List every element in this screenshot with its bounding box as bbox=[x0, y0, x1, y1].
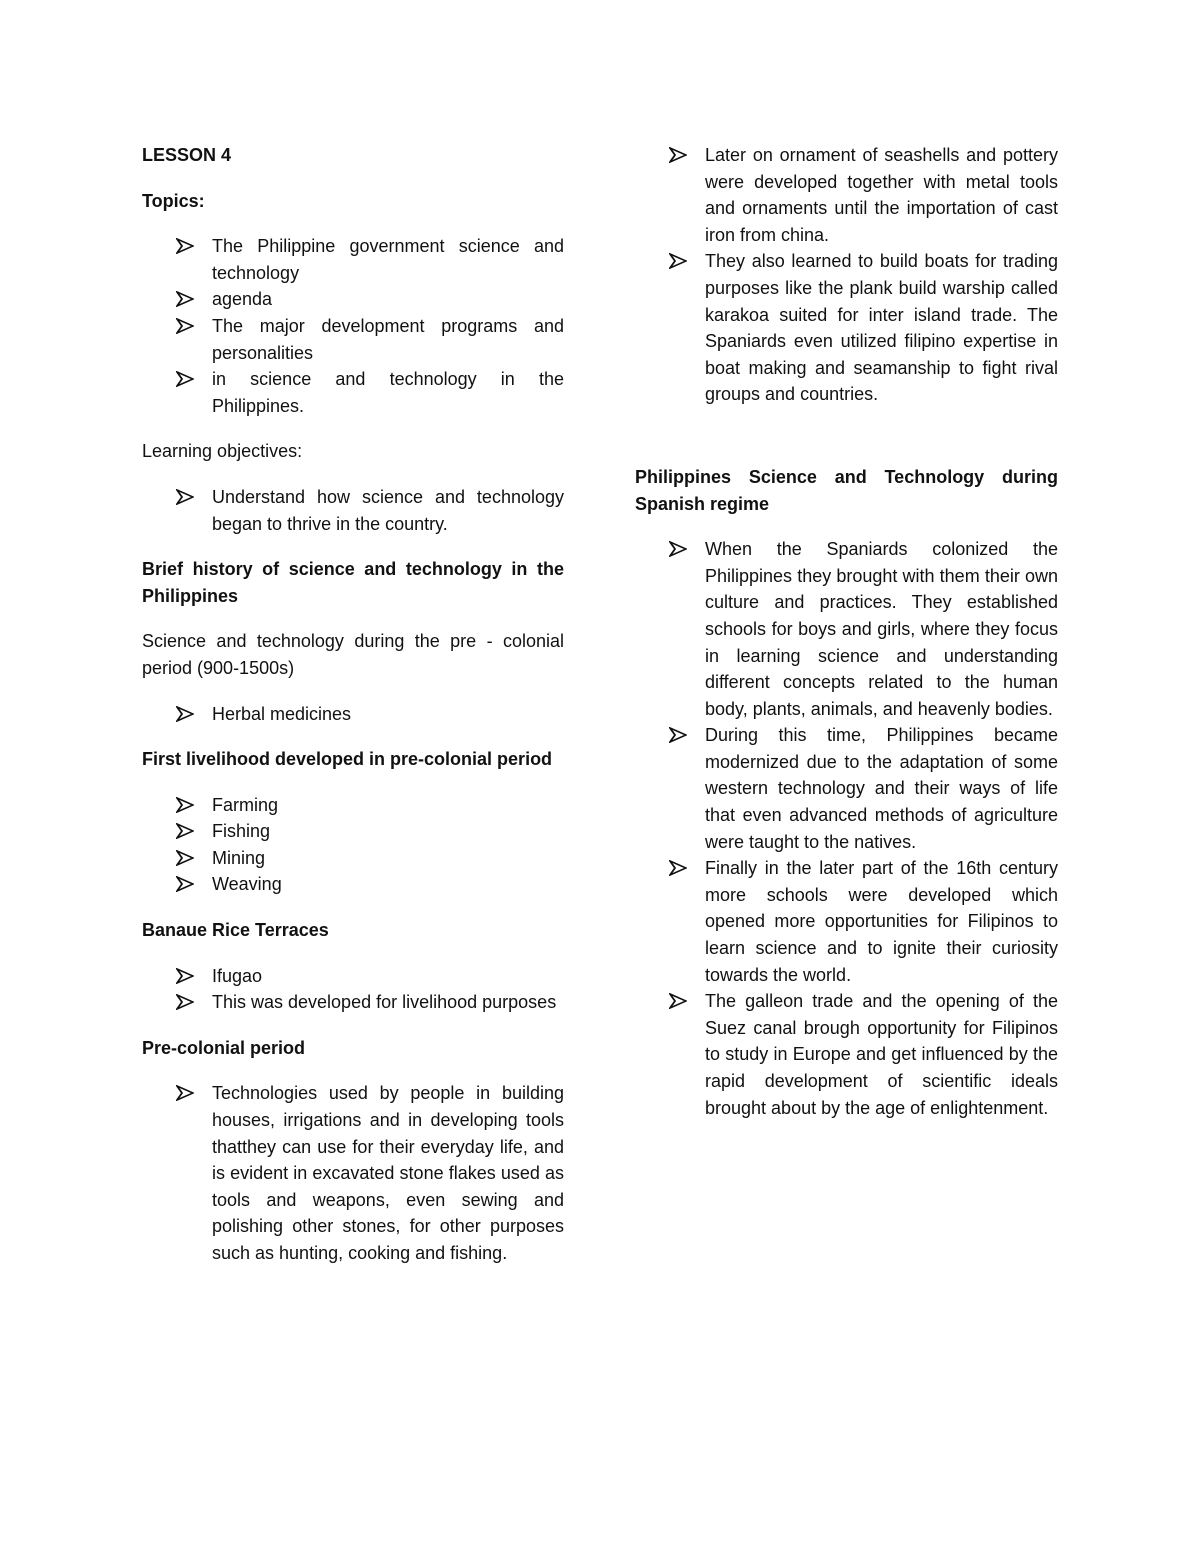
arrow-bullet-icon bbox=[669, 248, 687, 274]
arrow-bullet-icon bbox=[669, 536, 687, 562]
arrow-bullet-icon bbox=[176, 366, 194, 392]
list-item: The major development programs and personalities bbox=[142, 313, 564, 366]
right-column bbox=[635, 142, 1058, 1140]
list-item: Technologies used by people in building houses, irrigations and in developing tools thatthey can use for their everyday life, and is evident in excavated stone flakes used as tools and weapons, even sewing and polishing other stones, for other purposes such as hunting, cooking and fishing. bbox=[142, 1080, 564, 1266]
spacer bbox=[635, 427, 1058, 464]
arrow-bullet-icon bbox=[669, 988, 687, 1014]
precolonial-period-heading: Pre-colonial period bbox=[142, 1037, 306, 1058]
list-item: Fishing bbox=[142, 818, 564, 845]
list-item: The galleon trade and the opening of the Suez canal brough opportunity for Filipinos to study in Europe and get influenced by the rapid development of scientific ideals brought about by the age of enlightenment. bbox=[635, 988, 1058, 1121]
list-item: They also learned to build boats for trading purposes like the plank build warship called karakoa suited for inter island trade. The Spaniards even utilized filipino expertise in boat making and seamanship to fight rival groups and countries. bbox=[635, 248, 1058, 408]
arrow-bullet-icon bbox=[176, 484, 194, 510]
list-item: When the Spaniards colonized the Philippines they brought with them their own culture and practices. They established schools for boys and girls, where they focus in learning science and understanding different concepts related to the human body, plants, animals, and heavenly bodies. bbox=[635, 536, 1058, 722]
arrow-bullet-icon bbox=[176, 989, 194, 1015]
arrow-bullet-icon bbox=[176, 1080, 194, 1106]
left-column bbox=[142, 142, 564, 1286]
list-item: This was developed for livelihood purposes bbox=[142, 989, 564, 1016]
objectives-list bbox=[142, 484, 564, 537]
spanish-heading: Philippines Science and Technology during Spanish regime bbox=[635, 466, 1058, 514]
arrow-bullet-icon bbox=[176, 233, 194, 259]
history-heading: Brief history of science and technology in the Philippines bbox=[142, 559, 564, 606]
list-item: The Philippine government science and technology bbox=[142, 233, 564, 286]
arrow-bullet-icon bbox=[176, 818, 194, 844]
arrow-bullet-icon bbox=[176, 845, 194, 871]
arrow-bullet-icon bbox=[176, 792, 194, 818]
topics-list bbox=[142, 233, 564, 419]
list-item: agenda bbox=[142, 286, 564, 313]
objectives-label: Learning objectives: bbox=[142, 441, 303, 462]
banaue-list bbox=[142, 963, 564, 1016]
arrow-bullet-icon bbox=[669, 142, 687, 168]
livelihood-heading: First livelihood developed in pre-colonial period bbox=[142, 749, 553, 770]
spanish-list bbox=[635, 536, 1058, 1121]
topics-label: Topics: bbox=[142, 190, 205, 211]
list-item: Understand how science and technology began to thrive in the country. bbox=[142, 484, 564, 537]
list-item: Ifugao bbox=[142, 963, 564, 990]
precolonial-period-list bbox=[142, 1080, 564, 1266]
lesson-title: LESSON 4 bbox=[142, 145, 232, 165]
list-item: Finally in the later part of the 16th century more schools were developed which opened more opportunities for Filipinos to learn science and to ignite their curiosity towards the world. bbox=[635, 855, 1058, 988]
continued-list bbox=[635, 142, 1058, 408]
list-item: in science and technology in the Philippines. bbox=[142, 366, 564, 419]
precolonial-intro: Science and technology during the pre - colonial period (900-1500s) bbox=[142, 631, 564, 678]
list-item: Mining bbox=[142, 845, 564, 872]
list-item: Herbal medicines bbox=[142, 701, 564, 728]
livelihood-list bbox=[142, 792, 564, 898]
arrow-bullet-icon bbox=[176, 701, 194, 727]
list-item: During this time, Philippines became modernized due to the adaptation of some western technology and their ways of life that even advanced methods of agriculture were taught to the natives. bbox=[635, 722, 1058, 855]
arrow-bullet-icon bbox=[176, 871, 194, 897]
arrow-bullet-icon bbox=[176, 963, 194, 989]
arrow-bullet-icon bbox=[669, 722, 687, 748]
list-item: Weaving bbox=[142, 871, 564, 898]
arrow-bullet-icon bbox=[176, 313, 194, 339]
arrow-bullet-icon bbox=[669, 855, 687, 881]
list-item: Later on ornament of seashells and pottery were developed together with metal tools and ornaments until the importation of cast iron from china. bbox=[635, 142, 1058, 248]
banaue-heading: Banaue Rice Terraces bbox=[142, 920, 329, 941]
precolonial-list bbox=[142, 701, 564, 728]
list-item: Farming bbox=[142, 792, 564, 819]
arrow-bullet-icon bbox=[176, 286, 194, 312]
